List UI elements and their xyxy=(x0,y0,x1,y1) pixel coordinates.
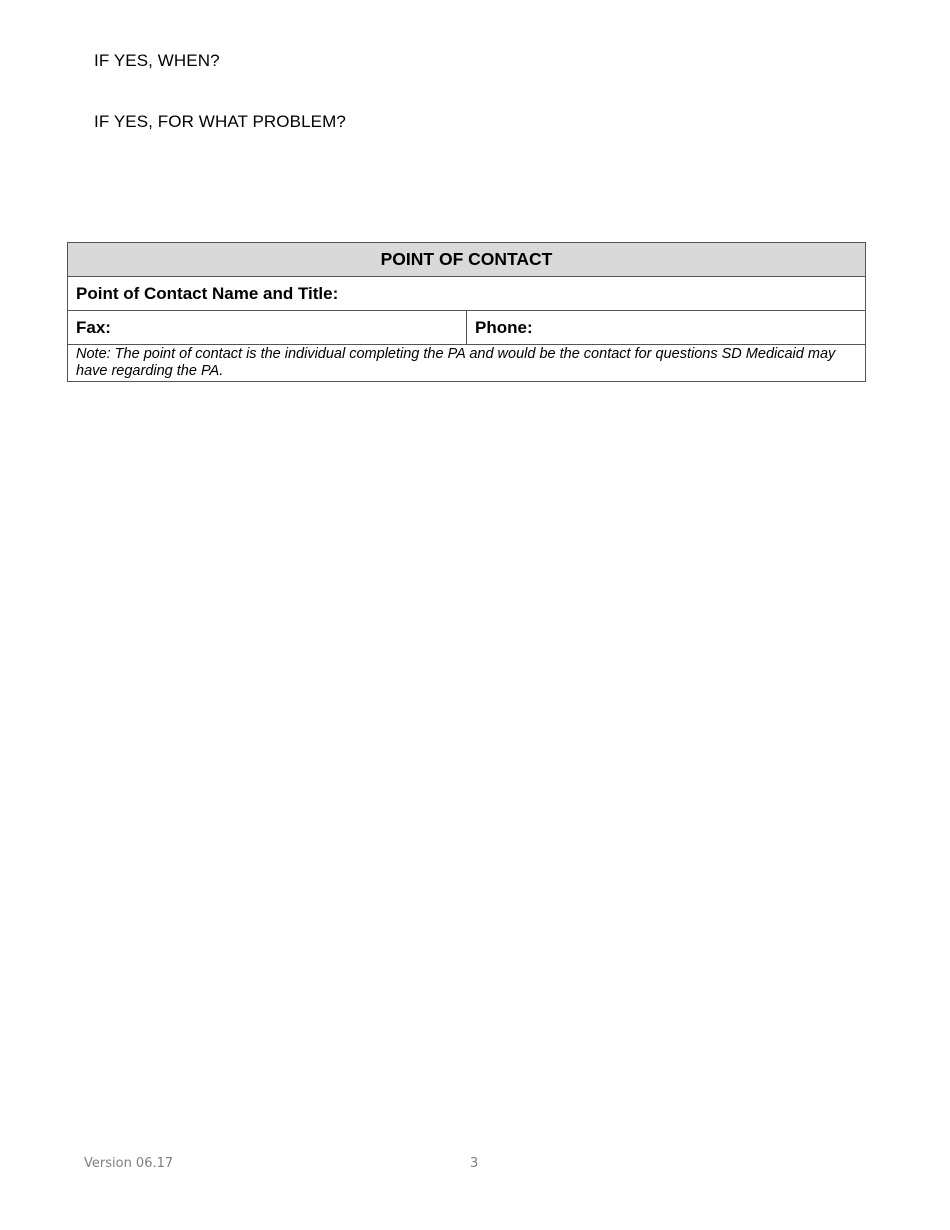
footer-page-number: 3 xyxy=(470,1156,479,1171)
fax-field[interactable]: Fax: xyxy=(68,311,467,345)
table-row xyxy=(68,345,866,382)
contact-name-title-field[interactable]: Point of Contact Name and Title: xyxy=(68,277,866,311)
question-if-yes-problem: IF YES, FOR WHAT PROBLEM? xyxy=(94,112,346,131)
point-of-contact-table xyxy=(67,242,866,382)
table-row xyxy=(68,277,866,311)
phone-field[interactable]: Phone: xyxy=(467,311,866,345)
table-row xyxy=(68,311,866,345)
footer-version: Version 06.17 xyxy=(84,1156,174,1171)
contact-note: Note: The point of contact is the individual completing the PA and would be the contact for questions SD Medicaid may have regarding the PA. xyxy=(68,345,866,382)
table-row xyxy=(68,243,866,277)
table-header: POINT OF CONTACT xyxy=(68,243,866,277)
question-if-yes-when: IF YES, WHEN? xyxy=(94,51,220,70)
